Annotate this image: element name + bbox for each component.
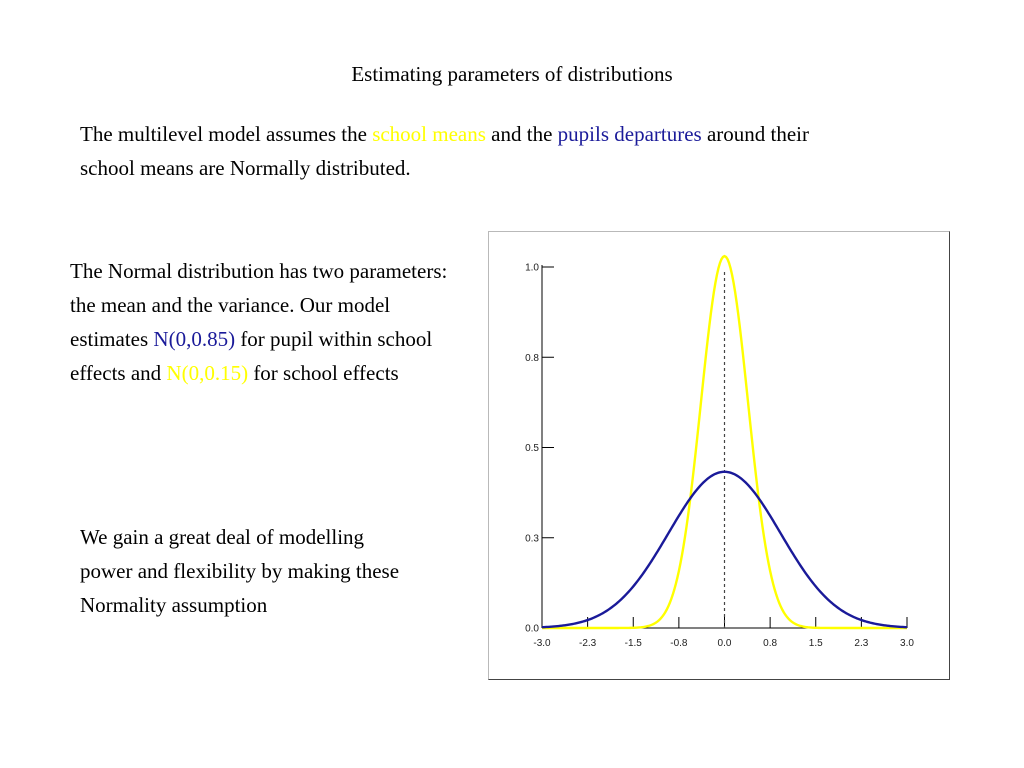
x-tick-label: -1.5 bbox=[624, 638, 642, 649]
intro-text-3: around their school means are Normally distributed. bbox=[80, 122, 809, 180]
x-tick-label: -0.8 bbox=[670, 638, 688, 649]
distribution-chart-svg bbox=[489, 232, 949, 679]
y-tick-label: 0.3 bbox=[525, 533, 539, 545]
intro-text-2: and the bbox=[485, 122, 558, 146]
normal-text-3: for school effects bbox=[248, 361, 399, 385]
x-tick-label: 1.5 bbox=[808, 638, 823, 649]
x-tick-label: 3.0 bbox=[900, 638, 914, 649]
x-tick-label: -2.3 bbox=[579, 638, 597, 649]
x-tick-label: 2.3 bbox=[854, 638, 869, 649]
intro-text-1: The multilevel model assumes the bbox=[80, 122, 373, 146]
school-distribution-highlight: N(0,0.15) bbox=[166, 361, 249, 385]
x-tick-label: -3.0 bbox=[533, 638, 551, 649]
y-tick-label: 0.0 bbox=[525, 623, 539, 635]
intro-paragraph bbox=[80, 117, 840, 185]
pupil-distribution-highlight: N(0,0.85) bbox=[153, 327, 236, 351]
normal-distribution-paragraph bbox=[70, 254, 460, 390]
school-means-highlight: school means bbox=[372, 122, 486, 146]
slide-title: Estimating parameters of distributions bbox=[351, 62, 673, 86]
x-tick-label: 0.0 bbox=[717, 638, 732, 649]
y-tick-label: 0.5 bbox=[525, 443, 539, 454]
y-tick-label: 0.8 bbox=[525, 352, 539, 364]
normal-text-1: The Normal distribution has two parameters: the mean and the variance. Our model estimates bbox=[70, 259, 448, 351]
pupils-departures-highlight: pupils departures bbox=[557, 122, 702, 146]
x-tick-label: 0.8 bbox=[763, 638, 778, 649]
distribution-chart bbox=[488, 231, 950, 680]
normal-text-2: for pupil within school effects and bbox=[70, 327, 433, 385]
y-tick-label: 1.0 bbox=[525, 262, 539, 274]
gain-paragraph: We gain a great deal of modelling power and flexibility by making these Normality assumption bbox=[80, 525, 400, 617]
